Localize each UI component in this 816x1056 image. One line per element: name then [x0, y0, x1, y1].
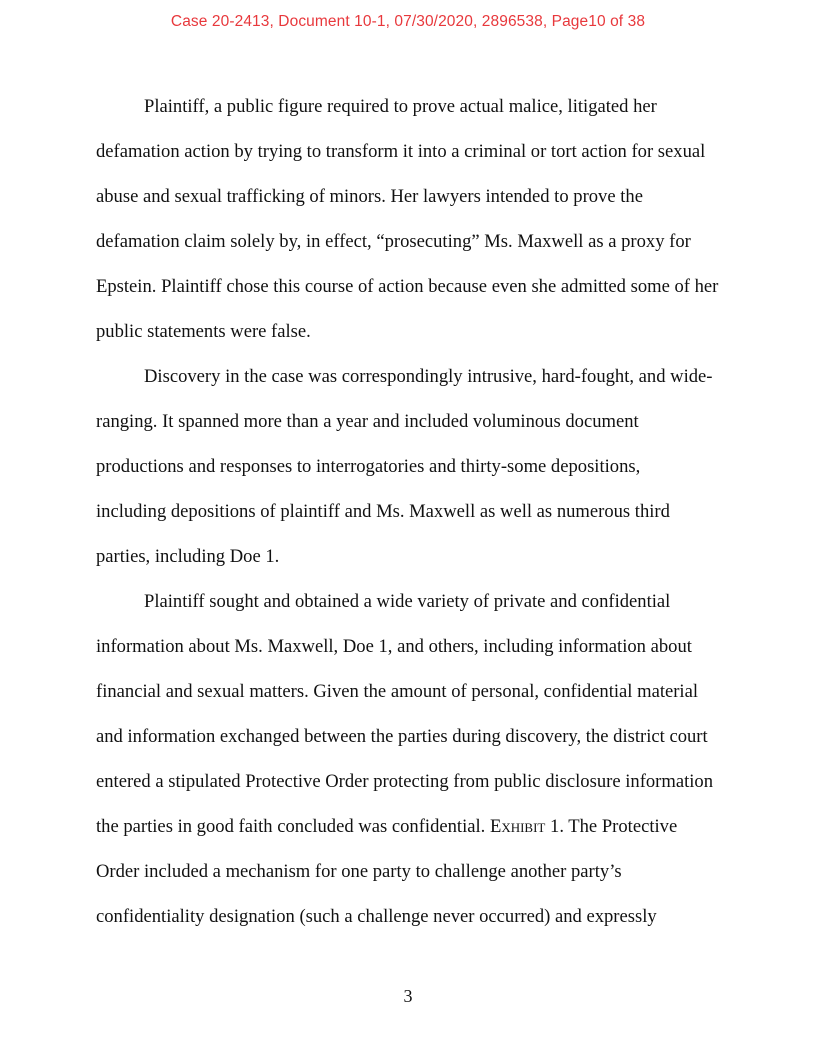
paragraph-1-line-5: Epstein. Plaintiff chose this course of action because even she admitted some of her — [96, 276, 719, 297]
paragraph-2-line-2: ranging. It spanned more than a year and included voluminous document — [96, 411, 639, 432]
page-number: 3 — [403, 986, 413, 1006]
paragraph-3-line-1: Plaintiff sought and obtained a wide variety of private and confidential — [144, 591, 671, 612]
paragraph-3-line-6-text-c: 1. The Protective — [545, 816, 678, 837]
paragraph-2-line-5: parties, including Doe 1. — [96, 546, 280, 567]
paragraph-3-line-3: financial and sexual matters. Given the amount of personal, confidential material — [96, 681, 699, 702]
paragraph-1-line-2: defamation action by trying to transform it into a criminal or tort action for sexual — [96, 141, 706, 162]
paragraph-1-line-3: abuse and sexual trafficking of minors. Her lawyers intended to prove the — [96, 186, 643, 207]
case-header: Case 20-2413, Document 10-1, 07/30/2020, 2896538, Page10 of 38 — [170, 13, 646, 30]
paragraph-1-line-4: defamation claim solely by, in effect, “prosecuting” Ms. Maxwell as a proxy for — [96, 231, 691, 252]
exhibit-reference: Exhibit — [489, 816, 546, 837]
paragraph-3-line-7: Order included a mechanism for one party to challenge another party’s — [96, 861, 622, 882]
paragraph-2-line-4: including depositions of plaintiff and Ms. Maxwell as well as numerous third — [96, 501, 670, 522]
paragraph-3-line-6-text-a: the parties in good faith concluded was confidential. — [96, 816, 490, 837]
paragraph-1-line-6: public statements were false. — [96, 321, 311, 342]
paragraph-3-line-5: entered a stipulated Protective Order protecting from public disclosure information — [96, 771, 714, 792]
paragraph-3-line-4: and information exchanged between the parties during discovery, the district court — [96, 726, 708, 747]
paragraph-3-line-8: confidentiality designation (such a challenge never occurred) and expressly — [96, 906, 657, 927]
paragraph-2-line-3: productions and responses to interrogatories and thirty-some depositions, — [96, 456, 641, 477]
paragraph-3-line-2: information about Ms. Maxwell, Doe 1, and others, including information about — [96, 636, 692, 657]
paragraph-3-line-6 — [96, 804, 721, 849]
document-body — [96, 84, 721, 939]
paragraph-2-line-1: Discovery in the case was correspondingly intrusive, hard-fought, and wide- — [144, 366, 713, 387]
paragraph-1-line-1: Plaintiff, a public figure required to prove actual malice, litigated her — [144, 96, 657, 117]
